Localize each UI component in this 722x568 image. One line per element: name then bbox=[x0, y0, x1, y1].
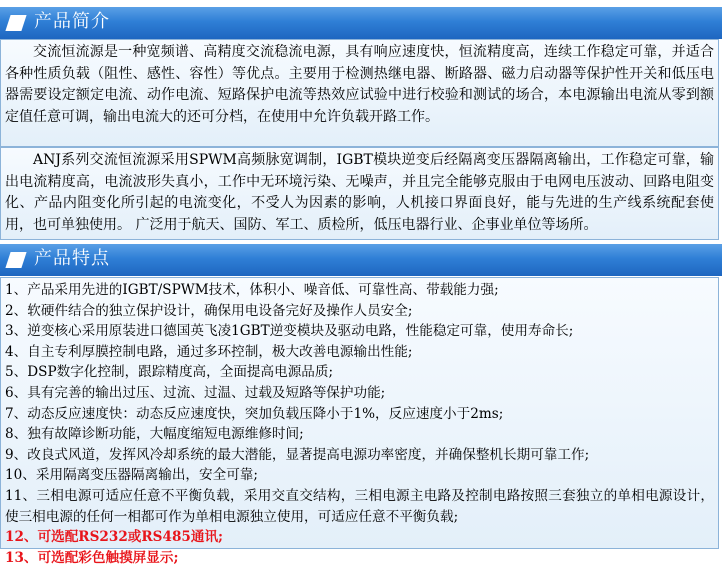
feature-item: 10、采用隔离变压器隔离输出，安全可靠; bbox=[5, 467, 258, 484]
feature-item: 8、独有故障诊断功能，大幅度缩短电源维修时间; bbox=[5, 426, 304, 443]
section-title-intro: 产品简介 bbox=[34, 11, 110, 32]
feature-item: 2、软硬件结合的独立保护设计，确保用电设备完好及操作人员安全; bbox=[5, 302, 413, 319]
section-title-features: 产品特点 bbox=[34, 248, 110, 269]
intro-paragraph-1: 交流恒流源是一种宽频谱、高精度交流稳流电源，具有响应速度快，恒流精度高，连续工作稳定可靠，并适合各种性质负载（阻性、感性、容性）等优点。主要用于检测热继电器、断路器、磁力启动器等保护性开关和低压电器需要设定额定电流、动作电流、短路保护电流等热效应试验中进行校验和测试的场合，本电源输出电流从零到额定值任意可调，输出电流大的还可分档，在使用中允许负载开路工作。 bbox=[5, 44, 714, 125]
feature-item-highlight: 12、可选配RS232或RS485通讯; bbox=[5, 529, 224, 546]
feature-item: 9、改良式风道，发挥风冷却系统的最大潜能，显著提高电源功率密度，并确保整机长期可靠工作; bbox=[5, 446, 590, 463]
feature-item: 5、DSP数字化控制，跟踪精度高，全面提高电源品质; bbox=[5, 364, 334, 381]
feature-item: 3、逆变核心采用原装进口德国英飞凌1GBT逆变模块及驱动电路，性能稳定可靠，使用寿命长; bbox=[5, 323, 574, 340]
intro-paragraph-1-panel bbox=[0, 39, 719, 147]
intro-paragraph-2: ANJ系列交流恒流源采用SPWM高频脉宽调制，IGBT模块逆变后经隔离变压器隔离输出，工作稳定可靠，输出电流精度高，电流波形失真小，工作中无环境污染、无噪声，并且完全能够克服由于电网电压波动、回路电阻变化、产品内阻变化所引起的电流变化，不受人为因素的影响，人机接口界面良好，能与先进的生产线系统配套使用，也可单独使用。 广泛用于航天、国防、军工、质检所，低压电器行业、企事业单位等场所。 bbox=[5, 152, 714, 233]
intro-paragraph-2-panel bbox=[0, 147, 719, 240]
section-header-features bbox=[0, 244, 722, 276]
feature-item: 1、产品采用先进的IGBT/SPWM技术，体积小、噪音低、可靠性高、带载能力强; bbox=[5, 282, 499, 298]
features-list bbox=[0, 277, 719, 566]
feature-item: 7、动态反应速度快：动态反应速度快，突加负载压降小于1%，反应速度小于2ms; bbox=[5, 405, 504, 422]
feature-item: 6、具有完善的输出过压、过流、过温、过载及短路等保护功能; bbox=[5, 384, 386, 401]
section-header-intro bbox=[0, 7, 722, 39]
feature-item: 11、三相电源可适应任意不平衡负载，采用交直交结构，三相电源主电路及控制电路按照三套独立的单相电源设计，使三相电源的任何一相都可作为单相电源独立使用，可适应任意不平衡负载; bbox=[5, 487, 714, 525]
feature-item-highlight: 13、可选配彩色触摸屏显示; bbox=[5, 549, 179, 566]
feature-item: 4、自主专利厚膜控制电路，通过多环控制，极大改善电源输出性能; bbox=[5, 343, 413, 360]
